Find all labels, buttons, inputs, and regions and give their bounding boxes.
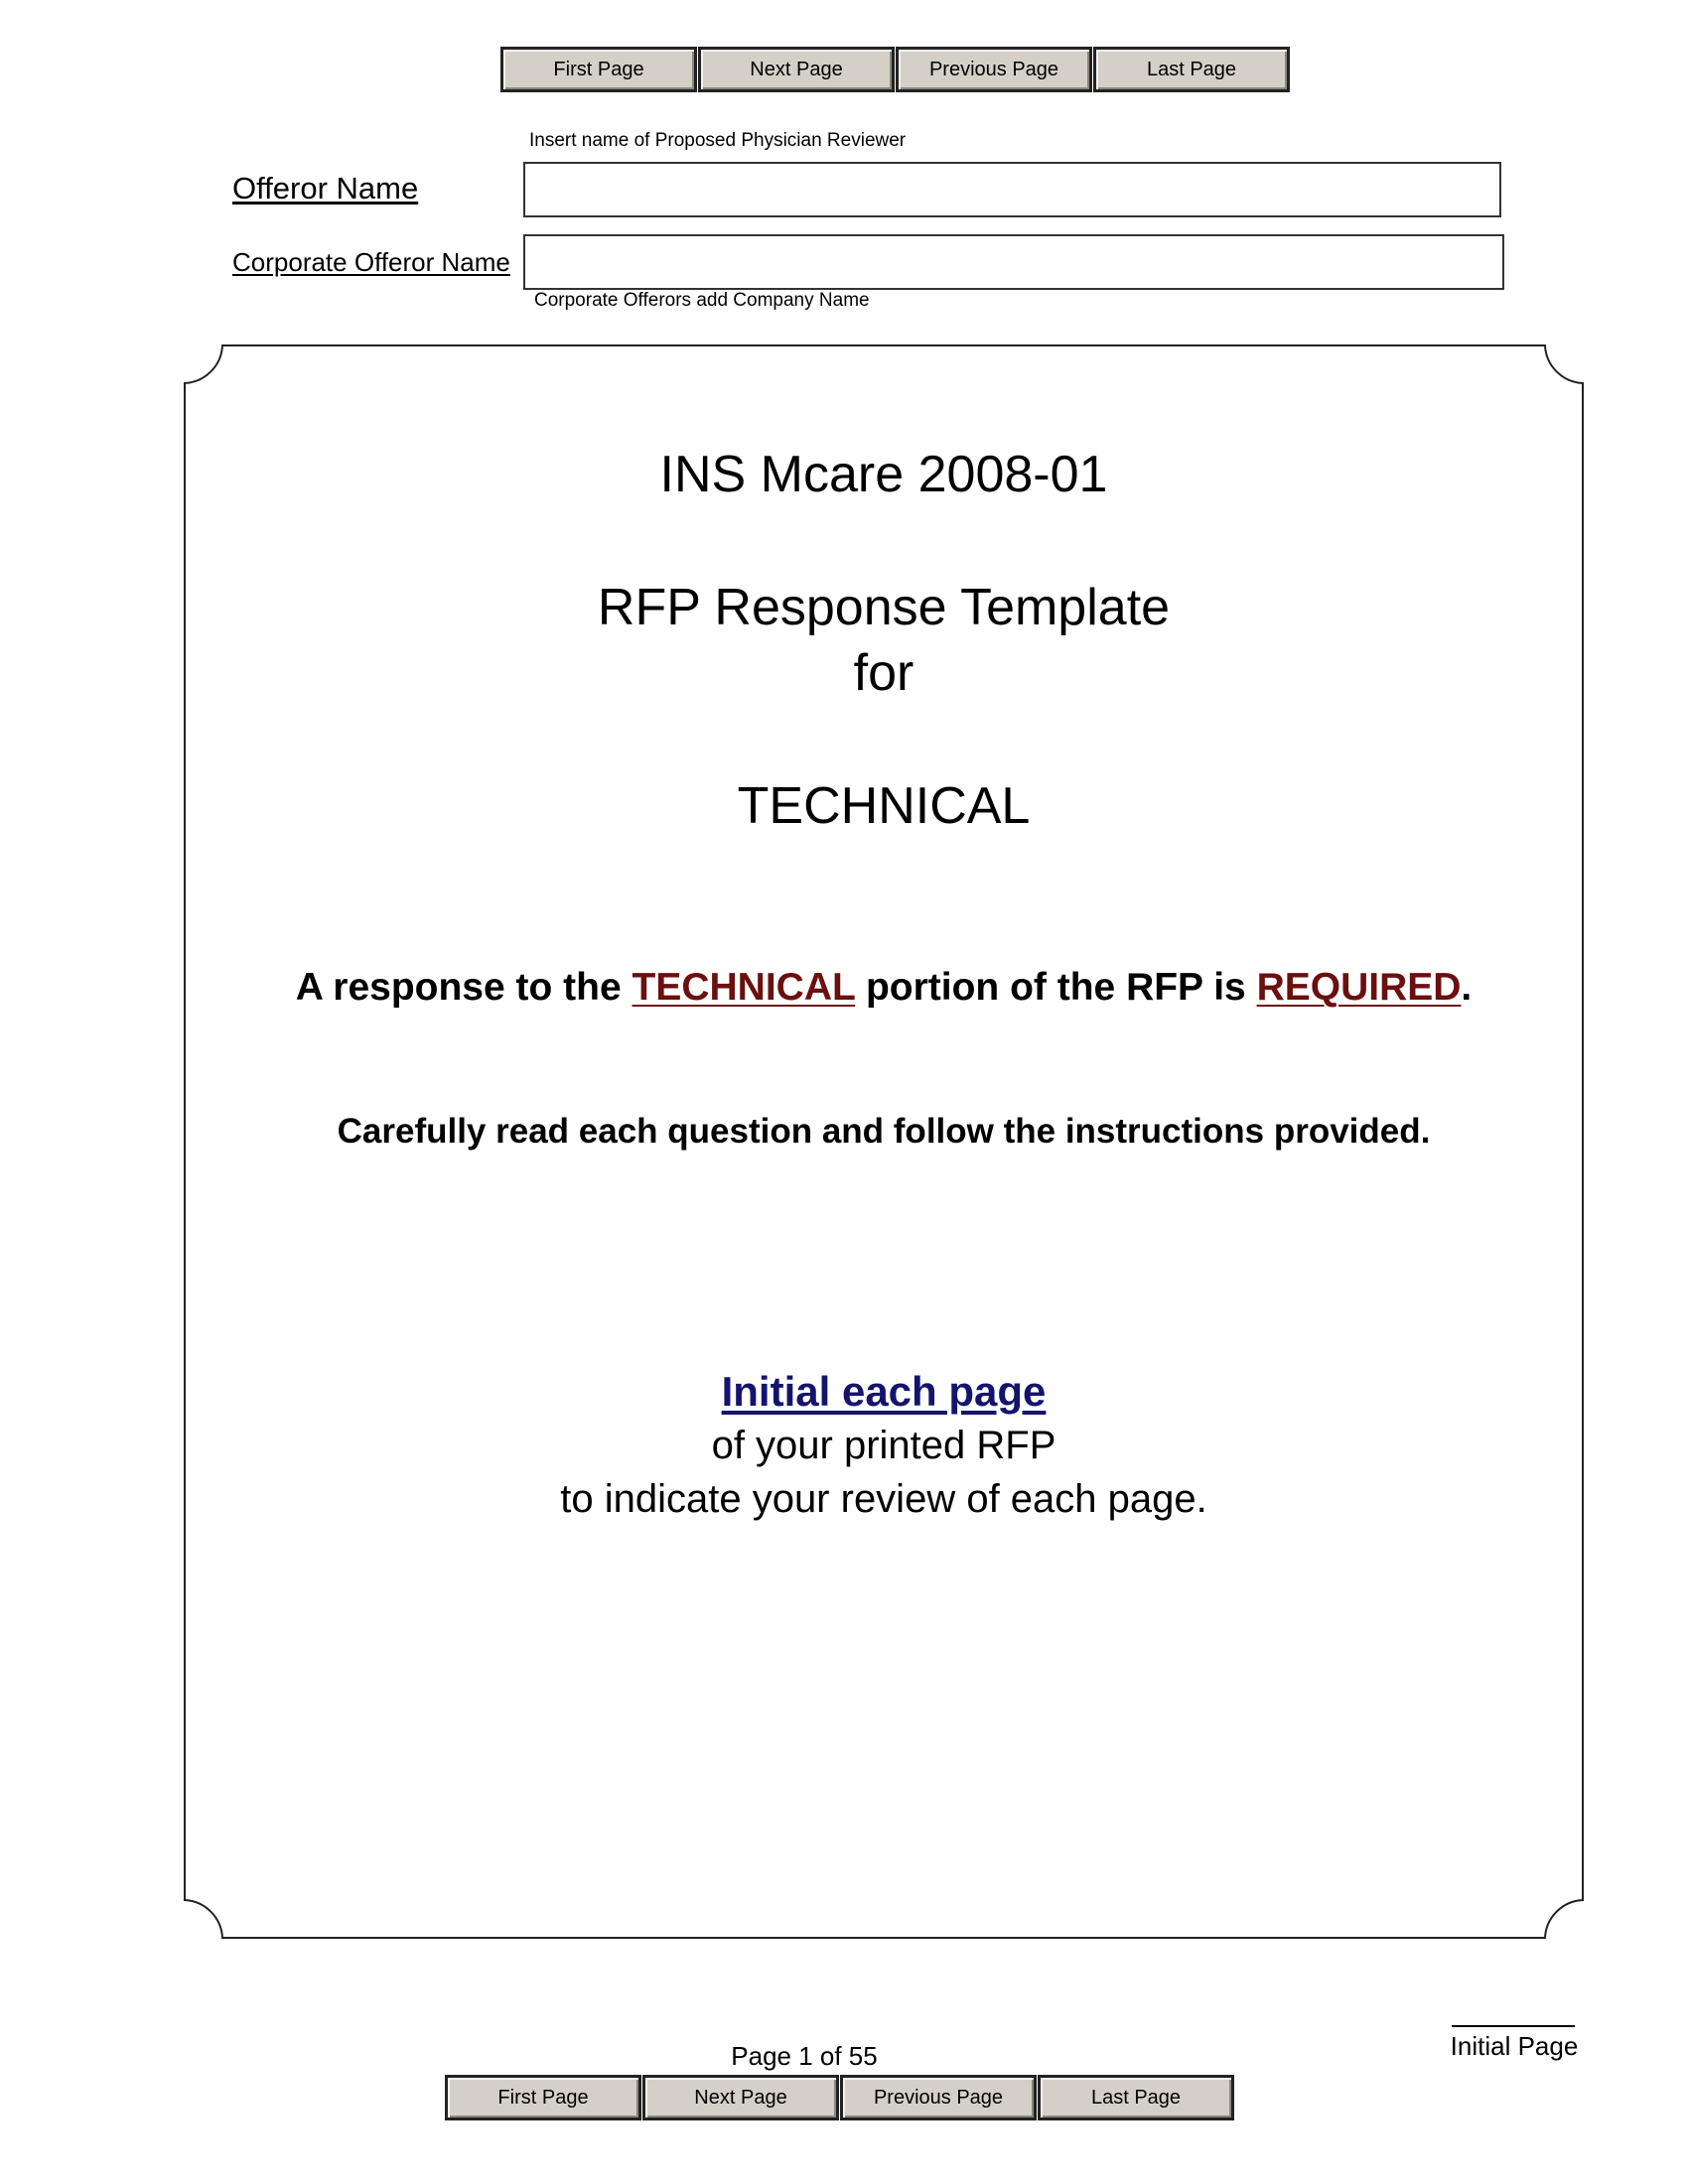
required-text-start: A response to the: [295, 966, 633, 1009]
last-page-button[interactable]: Last Page: [1038, 2075, 1234, 2120]
initial-each-page-heading: Initial each page: [721, 1368, 1047, 1415]
physician-reviewer-note: Insert name of Proposed Physician Reviewer: [529, 130, 907, 151]
top-page-navigation: [500, 47, 1290, 92]
initial-instruction-line3: to indicate your review of each page.: [560, 1477, 1207, 1521]
offeror-name-field[interactable]: [523, 162, 1501, 217]
last-page-button[interactable]: Last Page: [1093, 47, 1290, 92]
initial-page-label: Initial Page: [1450, 2031, 1579, 2061]
required-statement: [183, 966, 1585, 1010]
required-text-middle: portion of the RFP is: [855, 966, 1257, 1009]
template-title-technical: TECHNICAL: [737, 777, 1031, 835]
technical-emphasis: TECHNICAL: [632, 966, 856, 1009]
page-number: Page 1 of 55: [731, 2041, 878, 2071]
first-page-button[interactable]: First Page: [445, 2075, 641, 2120]
previous-page-button[interactable]: Previous Page: [840, 2075, 1037, 2120]
required-text-end: .: [1461, 966, 1473, 1009]
required-emphasis: REQUIRED: [1256, 966, 1462, 1009]
template-title-for: for: [853, 644, 914, 702]
corporate-offeror-name-field[interactable]: [523, 234, 1504, 290]
corporate-offeror-name-label: Corporate Offeror Name: [232, 247, 510, 277]
initial-signature-line: [1452, 2025, 1575, 2027]
corporate-offerors-note: Corporate Offerors add Company Name: [534, 290, 870, 311]
next-page-button[interactable]: Next Page: [698, 47, 895, 92]
rfp-number-title: INS Mcare 2008-01: [659, 446, 1108, 503]
next-page-button[interactable]: Next Page: [642, 2075, 839, 2120]
offeror-name-label: Offeror Name: [232, 171, 419, 205]
previous-page-button[interactable]: Previous Page: [896, 47, 1092, 92]
bottom-page-navigation: [445, 2075, 1234, 2120]
first-page-button[interactable]: First Page: [500, 47, 697, 92]
template-title: RFP Response Template: [597, 579, 1171, 636]
initial-instruction-line2: of your printed RFP: [711, 1424, 1056, 1467]
instructions-statement: Carefully read each question and follow the instructions provided.: [337, 1112, 1431, 1151]
